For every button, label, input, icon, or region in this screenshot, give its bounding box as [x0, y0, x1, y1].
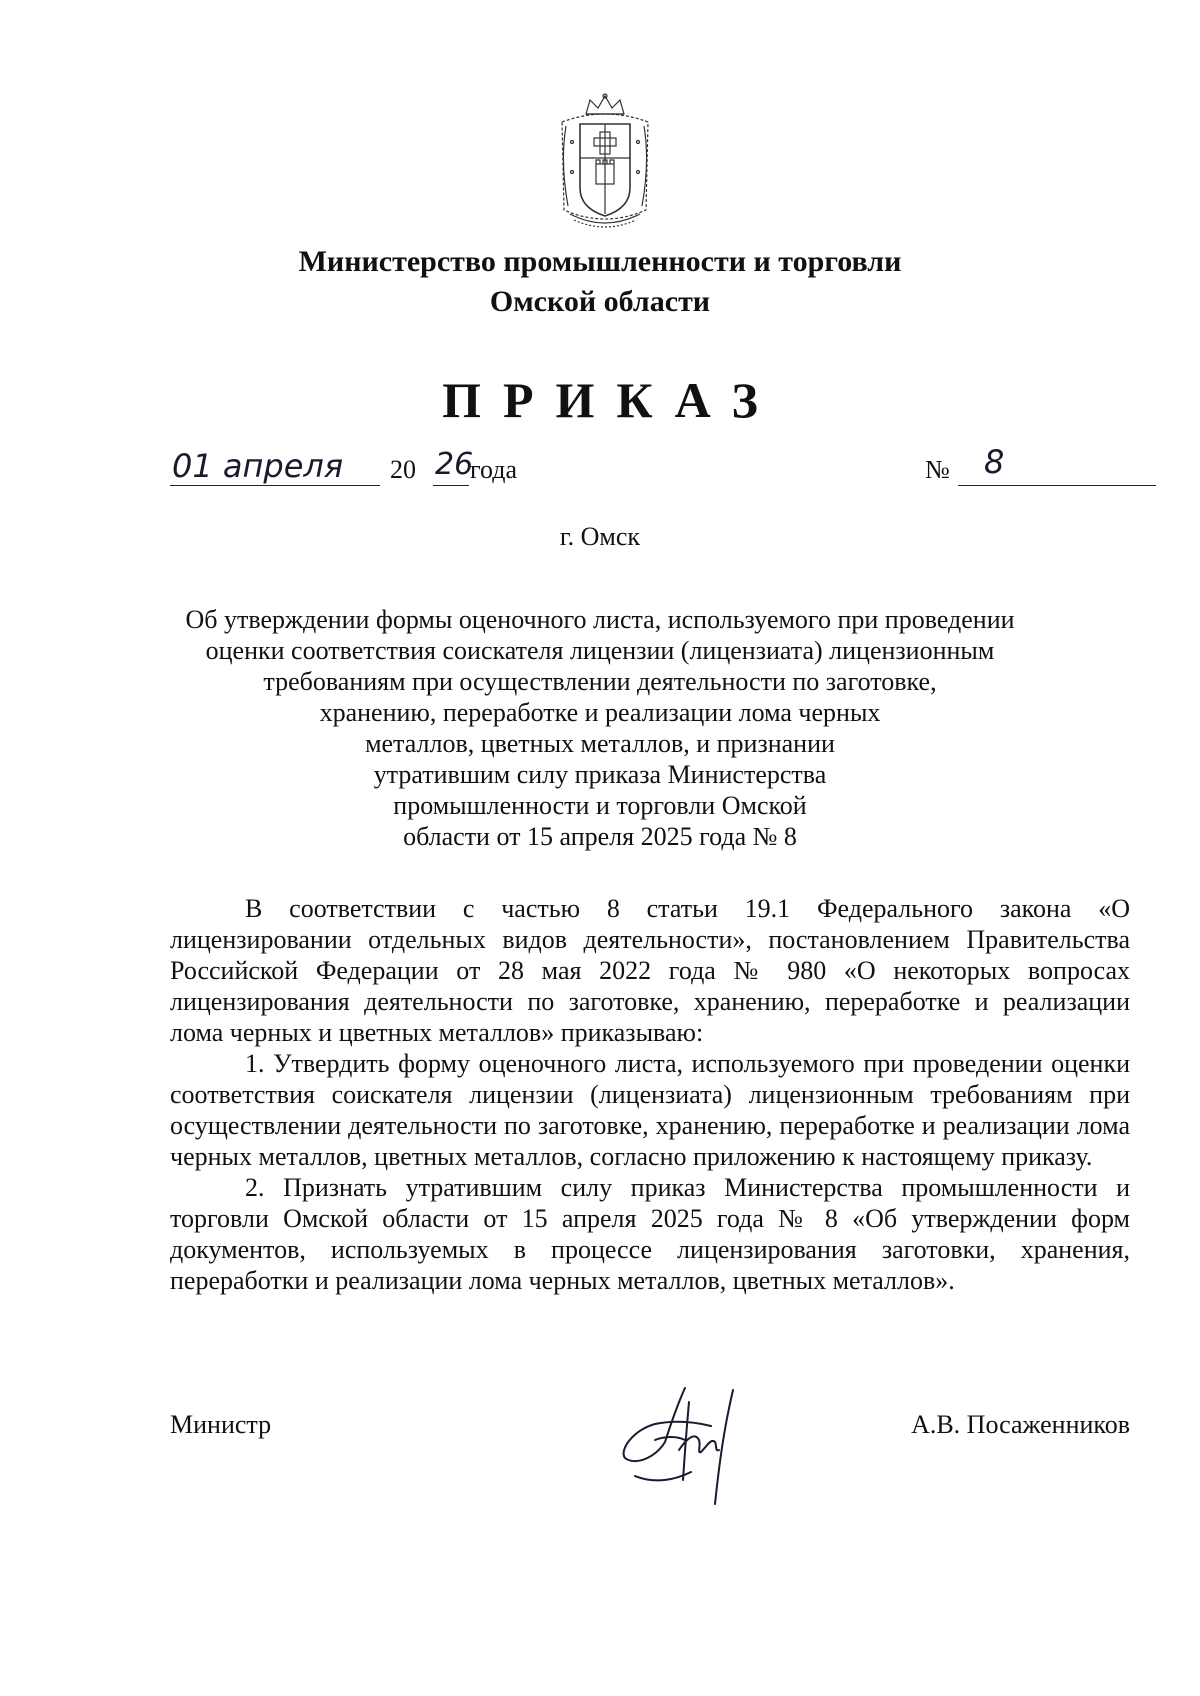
- document-type-title: ПРИКАЗ: [442, 372, 780, 428]
- number-field: [958, 443, 1156, 486]
- subject-line: промышленности и торговли Омской: [393, 791, 807, 820]
- year-word: года: [470, 455, 518, 484]
- year-suffix-field: [433, 447, 474, 486]
- ministry-name-line1: Министерство промышленности и торговли: [298, 245, 902, 278]
- preamble-paragraph: В соответствии с частью 8 статьи 19.1 Федерального закона «О лицензировании отдельных видов деятельности», постановлением Правительства Российской Федерации от 28 мая 2022 года № 980 «О некоторых вопросах лицензирования деятельности по заготовке, хранению, переработке и реализации лома черных и цветных металлов» приказываю:: [170, 894, 1130, 1047]
- order-subject: [0, 604, 1200, 852]
- date-day-field: [170, 447, 380, 486]
- subject-line: требованиям при осуществлении деятельности по заготовке,: [263, 667, 937, 696]
- subject-line: хранению, переработке и реализации лома черных: [319, 698, 881, 727]
- ministry-name-line2: Омской области: [489, 285, 711, 318]
- order-body: [170, 893, 1130, 1296]
- date-day-handwritten: 01 апреля: [172, 447, 344, 485]
- item-1-paragraph: 1. Утвердить форму оценочного листа, используемого при проведении оценки соответствия соискателя лицензии (лицензиата) лицензионным требованиям при осуществлении деятельности по заготовке, хранению, переработке и реализации лома черных металлов, цветных металлов, согласно приложению к настоящему приказу.: [170, 1049, 1130, 1171]
- subject-line: оценки соответствия соискателя лицензии (лицензиата) лицензионным: [205, 636, 995, 665]
- number-label: №: [925, 455, 950, 484]
- coat-of-arms-icon: [556, 92, 654, 230]
- year-suffix-handwritten: 26: [435, 447, 474, 482]
- city: г. Омск: [559, 522, 641, 551]
- subject-line: металлов, цветных металлов, и признании: [365, 729, 835, 758]
- subject-line: Об утверждении формы оценочного листа, используемого при проведении: [185, 605, 1015, 634]
- date-number-line: [170, 443, 1130, 495]
- subject-line: утратившим силу приказа Министерства: [373, 760, 827, 789]
- item-2-paragraph: 2. Признать утратившим силу приказ Министерства промышленности и торговли Омской области от 15 апреля 2025 года № 8 «Об утверждении форм документов, используемых в процессе лицензирования заготовки, хранения, переработки и реализации лома черных металлов, цветных металлов».: [170, 1173, 1130, 1295]
- handwritten-signature-icon: [615, 1380, 765, 1510]
- signatory-name: А.В. Посаженников: [911, 1410, 1130, 1439]
- number-handwritten: 8: [984, 443, 1005, 481]
- signatory-title: Министр: [170, 1410, 272, 1439]
- subject-line: области от 15 апреля 2025 года № 8: [403, 822, 797, 851]
- year-prefix: 20: [390, 455, 416, 484]
